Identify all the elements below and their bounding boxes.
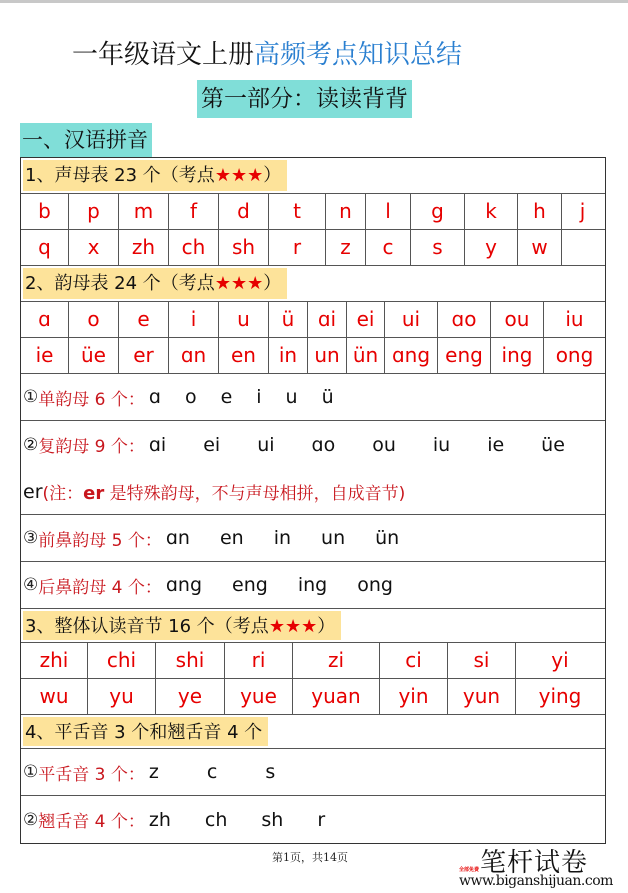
note-number: ② [23,434,39,455]
paren-close: ） [317,616,336,637]
syllables-header-text: 3、整体认读音节 16 个（考点 [25,616,269,637]
pinyin-cell: sh [219,230,269,265]
pinyin-item: iu [432,433,451,456]
pinyin-cell: r [269,230,326,265]
pinyin-item: ie [487,433,505,456]
pinyin-item: ɑ [148,386,161,408]
remark-text: 是特殊韵母，不与声母相拼，自成音节) [104,484,406,504]
pinyin-cell: p [69,194,119,229]
note-label: 翘舌音 4 个： [38,812,145,832]
note-items [166,527,399,549]
pinyin-cell: ye [156,679,225,714]
pinyin-item: zh [148,808,171,831]
pinyin-cell: i [169,302,219,337]
pinyin-cell: ou [491,302,544,337]
finals-note-simple [21,374,605,421]
pinyin-item: ɑo [311,433,336,456]
pinyin-cell: ci [380,643,448,678]
pinyin-cell: in [269,338,308,373]
pinyin-item: ei [203,433,221,456]
note-items [149,386,334,408]
pinyin-item: ou [372,433,396,456]
top-border [0,0,628,3]
pinyin-item: ch [204,808,228,831]
pinyin-cell: ɑi [308,302,347,337]
pinyin-cell: ɑ [21,302,69,337]
note-items [149,761,275,783]
star-icon: ★★★ [268,616,318,637]
star-icon: ★★★ [214,165,264,186]
tongue-header-row [21,715,605,749]
pinyin-table [20,157,606,844]
note-items [166,574,393,596]
pinyin-item: ɑn [165,527,190,549]
pinyin-cell: en [219,338,269,373]
pinyin-item: ün [375,527,400,549]
pinyin-item: ü [321,386,334,408]
pinyin-cell: g [411,194,465,229]
pinyin-cell: wu [21,679,88,714]
finals-row-2 [21,338,605,374]
pinyin-cell: üe [69,338,119,373]
pinyin-item: s [265,761,276,783]
remark-open: (注： [42,484,84,504]
pinyin-cell: yu [88,679,156,714]
pinyin-cell: t [269,194,326,229]
pinyin-cell: w [518,230,562,265]
pinyin-cell [562,230,603,265]
finals-row-1 [21,302,605,338]
pinyin-cell: zhi [21,643,88,678]
syllables-header [23,611,341,640]
tongue-header: 4、平舌音 3 个和翘舌音 4 个 [23,717,268,746]
pinyin-cell: si [448,643,516,678]
pinyin-cell: ui [385,302,438,337]
pinyin-cell: ei [347,302,385,337]
finals-note-back-nasal [21,562,605,609]
pinyin-item: c [206,761,218,783]
note-continued-item: er [23,480,43,503]
pinyin-cell: eng [438,338,491,373]
tongue-note-retroflex [21,796,605,843]
pinyin-cell: shi [156,643,225,678]
pinyin-item: r [317,808,326,831]
remark-er: er [83,483,105,504]
pinyin-item: i [256,386,262,408]
paren-close: ） [263,273,282,294]
title-black: 一年级语文上册 [72,40,255,70]
page-title [72,34,462,71]
pinyin-cell: chi [88,643,156,678]
pinyin-item: un [321,527,346,549]
pinyin-cell: n [326,194,366,229]
pinyin-cell: c [366,230,411,265]
initials-row-1 [21,194,605,230]
pinyin-cell: d [219,194,269,229]
pinyin-cell: s [411,230,465,265]
pinyin-item: in [273,527,292,549]
pinyin-cell: x [69,230,119,265]
pinyin-cell: f [169,194,219,229]
pinyin-cell: iu [565,307,584,331]
pinyin-cell: ying [538,684,582,708]
pinyin-cell: ɑn [169,338,219,373]
pinyin-cell: k [465,194,518,229]
finals-header [23,268,287,299]
pinyin-item: ong [357,574,393,596]
watermark-logo: 笔杆试卷 [480,848,589,878]
pinyin-item: ɑng [165,574,203,596]
pinyin-cell: ɑng [385,338,438,373]
pinyin-item: z [148,761,159,783]
initials-header-text: 1、声母表 23 个（考点 [25,165,215,186]
pinyin-cell: ing [491,338,544,373]
pinyin-item: o [184,386,197,408]
pinyin-cell: o [69,302,119,337]
pinyin-cell: ü [269,302,308,337]
pinyin-cell: ri [225,643,293,678]
syllables-row-1 [21,643,605,679]
note-items [149,809,325,831]
pinyin-cell: yue [225,679,293,714]
note-label: 后鼻韵母 4 个： [38,577,162,598]
title-blue: 高频考点知识总结 [254,40,463,70]
pinyin-cell: z [326,230,366,265]
pinyin-item: eng [232,574,268,596]
page-number: 第1页，共14页 [272,851,348,864]
pinyin-cell: q [21,230,69,265]
pinyin-cell: u [219,302,269,337]
note-items [149,434,565,456]
pinyin-cell: ie [21,338,69,373]
pinyin-cell: ch [169,230,219,265]
note-label: 前鼻韵母 5 个： [38,530,162,551]
pinyin-cell: zh [119,230,169,265]
note-number: ④ [23,575,39,595]
note-number: ③ [23,528,39,548]
special-final-remark [43,479,406,504]
note-label: 单韵母 6 个： [38,389,145,410]
pinyin-cell: yi [551,648,569,672]
pinyin-cell: j [579,199,586,223]
pinyin-cell: yun [448,679,516,714]
finals-header-text: 2、韵母表 24 个（考点 [25,273,215,294]
tongue-note-flat [21,749,605,796]
pinyin-item: ing [297,574,328,596]
pinyin-cell: yuan [293,679,380,714]
initials-row-2 [21,230,605,266]
paren-close: ） [263,165,282,186]
pinyin-cell: e [119,302,169,337]
watermark-tag: 全部免费 [459,867,480,873]
pinyin-item: üe [541,433,565,456]
note-label: 复韵母 9 个： [38,437,145,457]
star-icon: ★★★ [214,273,264,294]
pinyin-cell: l [366,194,411,229]
pinyin-item: en [219,527,244,549]
part-heading: 第一部分：读读背背 [197,80,412,118]
pinyin-cell: m [119,194,169,229]
pinyin-cell: er [119,338,169,373]
watermark-url: www.biganshijuan.com [459,873,613,889]
pinyin-cell: ong [555,343,594,367]
pinyin-cell: ɑo [438,302,491,337]
finals-header-row [21,266,605,302]
initials-header [23,160,287,191]
note-number: ① [23,387,39,407]
finals-note-front-nasal [21,515,605,562]
pinyin-cell: zi [293,643,380,678]
initials-header-row [21,158,605,194]
pinyin-item: ɑi [148,433,167,456]
pinyin-cell: h [518,194,562,229]
section-heading: 一、汉语拼音 [20,123,152,157]
note-label: 平舌音 3 个： [38,764,145,785]
note-number: ① [23,762,39,782]
pinyin-item: sh [261,808,284,831]
pinyin-cell: ün [347,338,385,373]
finals-note-compound [21,421,605,515]
pinyin-cell: un [308,338,347,373]
syllables-row-2 [21,679,605,715]
syllables-header-row [21,609,605,643]
pinyin-item: ui [257,433,275,456]
pinyin-cell: b [21,194,69,229]
pinyin-cell: yin [380,679,448,714]
pinyin-cell: y [465,230,518,265]
pinyin-item: u [285,386,298,408]
pinyin-item: e [220,386,233,408]
note-number: ② [23,809,39,830]
